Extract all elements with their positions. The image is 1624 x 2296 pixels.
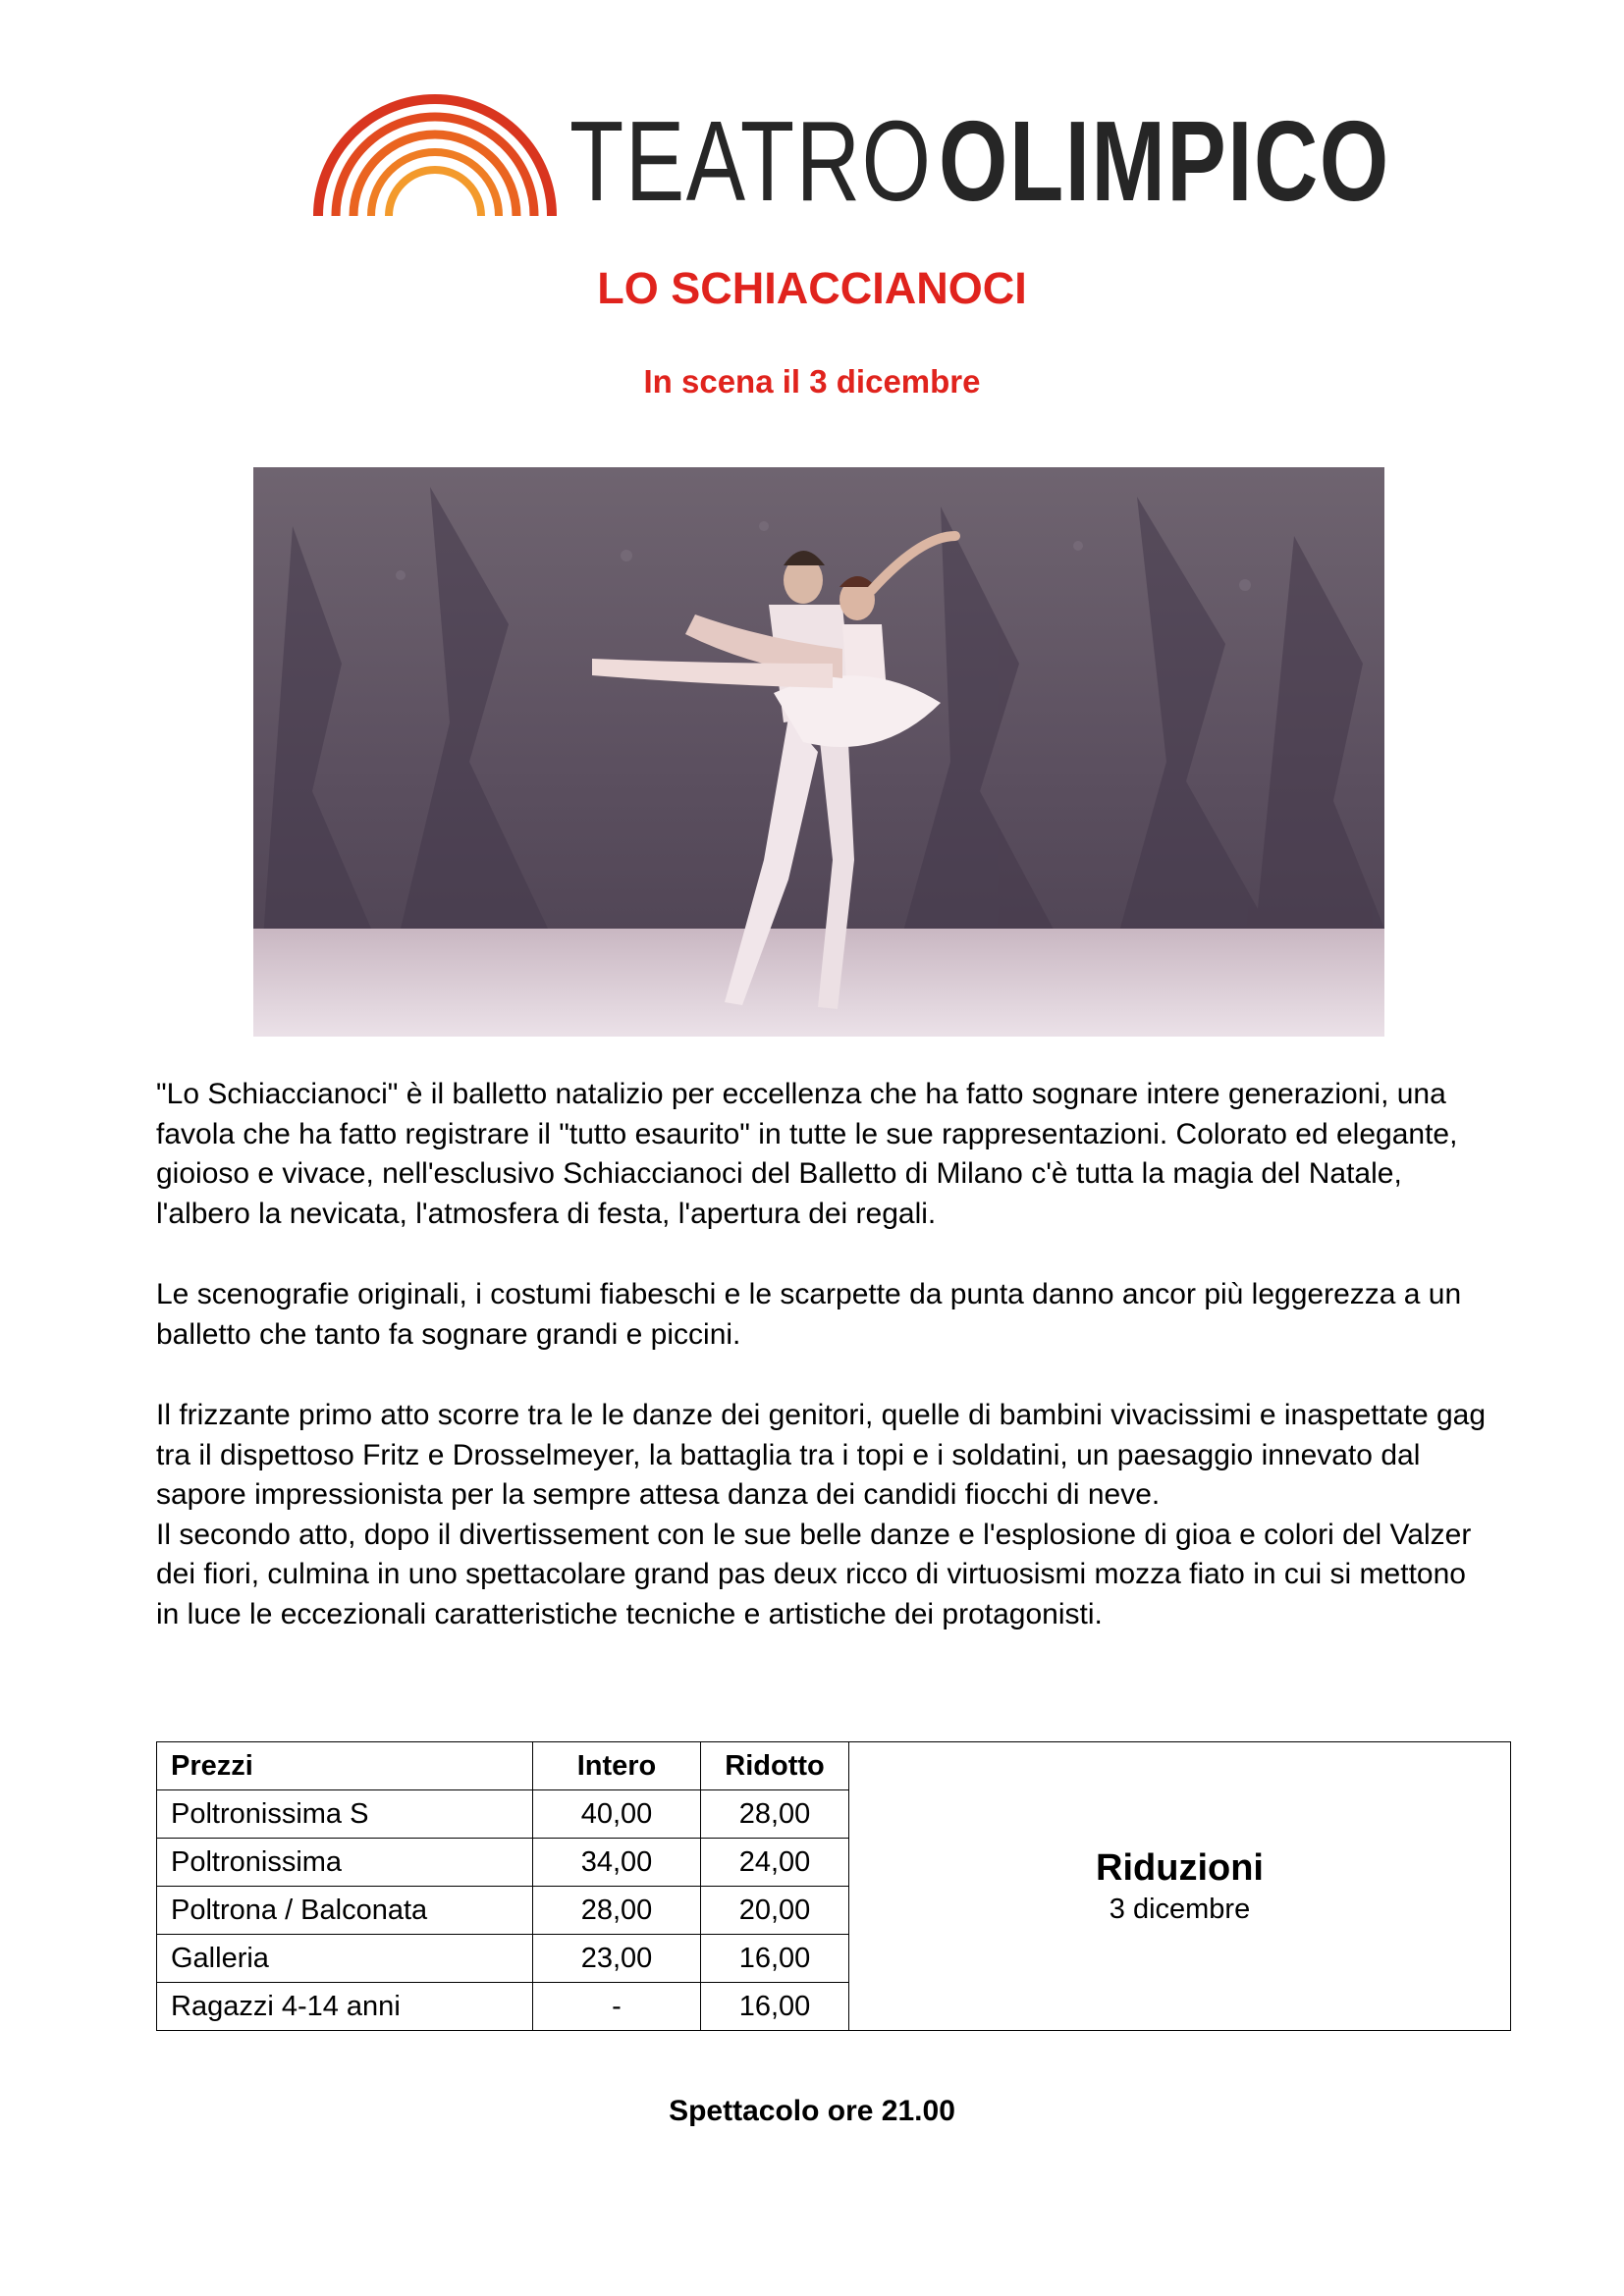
row-category: Galleria bbox=[157, 1935, 533, 1983]
riduzioni-box bbox=[849, 1742, 1511, 2031]
arcs-logo-icon bbox=[306, 82, 564, 220]
showtime: Spettacolo ore 21.00 bbox=[669, 2095, 955, 2127]
riduzioni-title: Riduzioni bbox=[1096, 1846, 1264, 1889]
paragraph-first-act: Il frizzante primo atto scorre tra le le danze dei genitori, quelle di bambini vivacissimi e inaspettate gag tra il dispettoso Fritz e Drosselmeyer, la battaglia tra i topi e i soldatini, un paesaggio innevato dal sapore impressionista per la sempre attesa danza dei candidi fiocchi di neve. bbox=[156, 1399, 1487, 1511]
table-header-row bbox=[157, 1742, 1511, 1790]
row-ridotto: 24,00 bbox=[701, 1839, 849, 1887]
header-ridotto: Ridotto bbox=[701, 1742, 849, 1790]
paragraph-intro: "Lo Schiaccianoci" è il balletto natalizio per eccellenza che ha fatto sognare intere generazioni, una favola che ha fatto registrare il "tutto esaurito" in tutte le sue rappresentazioni. Colorato ed elegante, gioioso e vivace, nell'esclusivo Schiaccianoci del Balletto di Milano c'è tutta la magia del Natale, l'albero la nevicata, l'atmosfera di festa, l'apertura dei regali. bbox=[156, 1078, 1458, 1230]
logo-text-light: TEATRO bbox=[569, 97, 933, 225]
row-ridotto: 20,00 bbox=[701, 1887, 849, 1935]
row-category: Poltronissima bbox=[157, 1839, 533, 1887]
page-title: LO SCHIACCIANOCI bbox=[597, 263, 1027, 313]
logo-wordmark bbox=[569, 97, 1390, 225]
row-category: Poltronissima S bbox=[157, 1790, 533, 1839]
header-intero: Intero bbox=[533, 1742, 701, 1790]
row-intero: - bbox=[533, 1983, 701, 2031]
paragraph-scenography: Le scenografie originali, i costumi fiabeschi e le scarpette da punta danno ancor più leggerezza a un balletto che tanto fa sognare grandi e piccini. bbox=[156, 1278, 1462, 1351]
row-category: Ragazzi 4-14 anni bbox=[157, 1983, 533, 2031]
row-intero: 28,00 bbox=[533, 1887, 701, 1935]
row-category: Poltrona / Balconata bbox=[157, 1887, 533, 1935]
theater-logo bbox=[306, 77, 1390, 225]
logo-text-bold: OLIMPICO bbox=[939, 97, 1390, 225]
description bbox=[156, 1075, 1491, 1634]
row-ridotto: 16,00 bbox=[701, 1983, 849, 2031]
page-subtitle: In scena il 3 dicembre bbox=[643, 363, 981, 400]
riduzioni-date: 3 dicembre bbox=[1109, 1893, 1251, 1925]
row-intero: 23,00 bbox=[533, 1935, 701, 1983]
row-ridotto: 16,00 bbox=[701, 1935, 849, 1983]
paragraph-second-act: Il secondo atto, dopo il divertissement con le sue belle danze e l'esplosione di gioa e colori del Valzer dei fiori, culmina in uno spettacolare grand pas deux ricco di virtuosismi mozza fiato in cui si mettono in luce le eccezionali caratteristiche tecniche e artistiche dei protagonisti. bbox=[156, 1518, 1472, 1630]
ballet-dancers-photo bbox=[253, 467, 1384, 1037]
header-prezzi: Prezzi bbox=[157, 1742, 533, 1790]
row-intero: 34,00 bbox=[533, 1839, 701, 1887]
row-ridotto: 28,00 bbox=[701, 1790, 849, 1839]
row-intero: 40,00 bbox=[533, 1790, 701, 1839]
prices-table bbox=[156, 1741, 1511, 2031]
